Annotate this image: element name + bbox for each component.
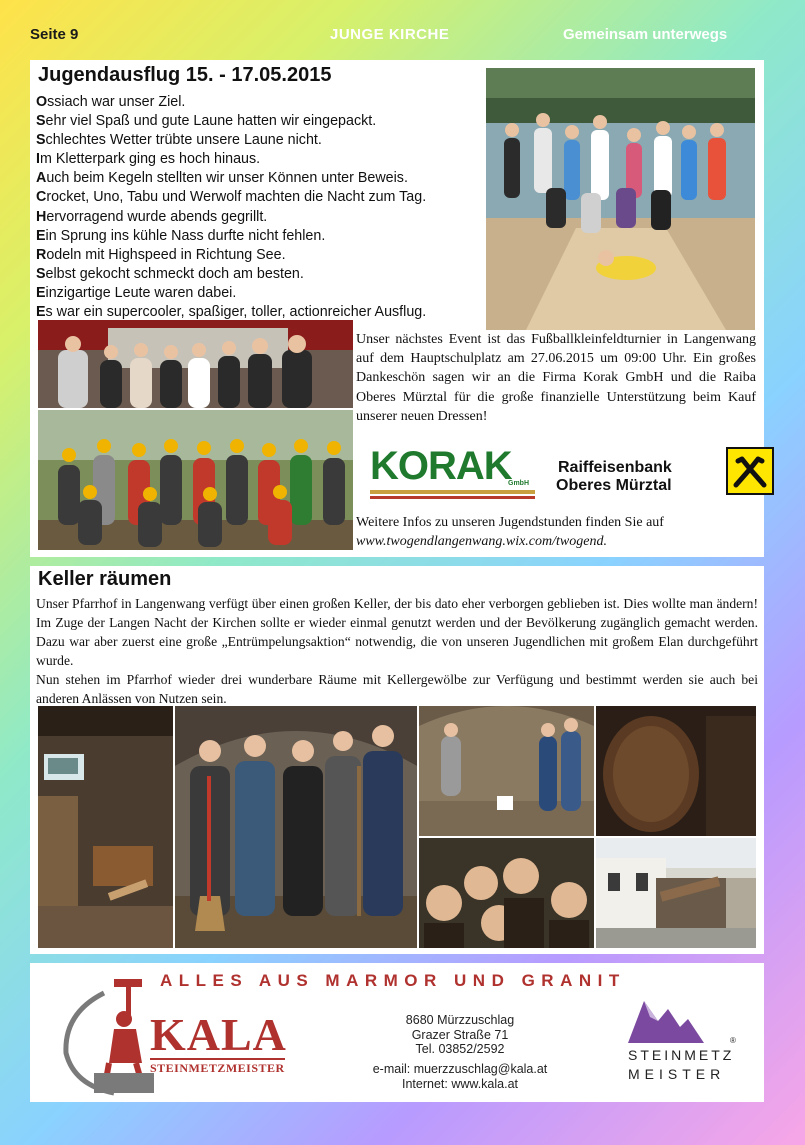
group-photo-climbing <box>38 410 353 550</box>
stonemason-figure-icon <box>54 973 164 1099</box>
cellar-photo-storage <box>38 706 173 948</box>
korak-wordmark: KORAK <box>370 444 512 488</box>
acrostic-line: Auch beim Kegeln stellten wir unser Können unter Beweis. <box>36 170 408 187</box>
phone-line: Tel. 03852/2592 <box>415 1042 505 1056</box>
ad-online <box>345 1062 575 1091</box>
cellar-panel <box>30 566 764 954</box>
info-text: Weitere Infos zu unseren Jugendstunden finden Sie auf <box>356 515 664 530</box>
kala-subtitle: STEINMETZMEISTER <box>150 1058 285 1076</box>
trip-title: Jugendausflug 15. - 17.05.2015 <box>38 64 332 86</box>
badge-line1: STEINMETZ <box>628 1047 735 1063</box>
acrostic-line: Rodeln mit Highspeed in Richtung See. <box>36 246 286 263</box>
trip-acrostic <box>36 93 426 322</box>
email-link[interactable]: e-mail: muerzzuschlag@kala.at <box>372 1062 548 1076</box>
section-tagline: Gemeinsam unterwegs <box>563 26 728 43</box>
lake-group-photo <box>486 68 755 330</box>
cellar-photo-selfie <box>419 838 594 948</box>
acrostic-line: Schlechtes Wetter trübte unsere Laune nicht. <box>36 132 322 149</box>
trip-panel <box>30 60 764 557</box>
event-announcement: Unser nächstes Event ist das Fußballkleinfeldturnier in Langenwang auf dem Hauptschulplatz am 27.06.2015 um 09:00 Uhr. Ein großes Dankeschön sagen wir an die Firma Korak GmbH und die Raiba Oberes Mürztal für die große finanzielle Unterstützung beim Kauf unserer neuen Dressen! <box>356 332 756 424</box>
cellar-photo-barrel <box>596 706 756 836</box>
acrostic-line: Ein Sprung ins kühle Nass durfte nicht fehlen. <box>36 227 326 244</box>
cellar-paragraph: Nun stehen im Pfarrhof wieder drei wunderbare Räume mit Kellergewölbe zur Verfügung und bestimmt werden sie auch bei anderen Anlässen von Nutzen sein. <box>36 672 758 706</box>
raiba-line2: Oberes Mürztal <box>556 477 672 494</box>
steinmetz-mountain-icon <box>628 991 708 1045</box>
group-photo-indoor <box>38 320 353 408</box>
korak-logo <box>368 446 538 502</box>
cellar-title: Keller räumen <box>38 568 172 590</box>
acrostic-line: Ossiach war unser Ziel. <box>36 94 186 110</box>
cellar-paragraph: Unser Pfarrhof in Langenwang verfügt über einen großen Keller, der bis dato eher verborgen geblieben ist. Dies wollte man ändern! Im Zuge der Langen Nacht der Kirchen sollte er wieder einmal genutzt werden und der Bevölkerung zugänglich gemacht werden. Dazu war aber zuerst eine große „Entrümpelungsaktion“ notwendig, die von unseren Jugendlichen mit großem Elan durchgeführt wurde. <box>36 596 758 668</box>
ad-address <box>360 1013 560 1057</box>
acrostic-line: Crocket, Uno, Tabu und Werwolf machten die Nacht zum Tag. <box>36 189 427 206</box>
address-line: Grazer Straße 71 <box>411 1027 509 1042</box>
cellar-article <box>36 594 758 708</box>
raiba-line1: Raiffeisenbank <box>558 459 672 476</box>
badge-line2: MEISTER <box>628 1066 726 1082</box>
acrostic-line: Im Kletterpark ging es hoch hinaus. <box>36 151 261 168</box>
acrostic-line: Sehr viel Spaß und gute Laune hatten wir eingepackt. <box>36 113 377 130</box>
registered-mark: ® <box>730 1036 736 1045</box>
page-number: Seite 9 <box>30 26 79 43</box>
cellar-photo-work <box>419 706 594 836</box>
cellar-photo-courtyard <box>596 838 756 948</box>
ad-slogan: ALLES AUS MARMOR UND GRANIT <box>160 971 626 990</box>
acrostic-line: Einzigartige Leute waren dabei. <box>36 284 237 301</box>
kala-advertisement <box>30 963 764 1102</box>
raiffeisen-logo <box>558 455 758 505</box>
raiffeisen-gable-icon <box>726 447 774 495</box>
acrostic-line: Hervorragend wurde abends gegrillt. <box>36 208 268 225</box>
kala-wordmark: KALA <box>150 1009 287 1060</box>
section-title: JUNGE KIRCHE <box>330 26 450 43</box>
address-line: 8680 Mürzzuschlag <box>405 1013 515 1027</box>
acrostic-line: Selbst gekocht schmeckt doch am besten. <box>36 265 304 282</box>
cellar-photo-volunteers <box>175 706 417 948</box>
korak-suffix: GmbH <box>508 480 529 487</box>
info-url-link[interactable]: www.twogendlangenwang.wix.com/twogend. <box>356 534 607 549</box>
acrostic-line: Es war ein supercooler, spaßiger, toller, actionreicher Ausflug. <box>36 304 427 321</box>
website-link[interactable]: Internet: www.kala.at <box>401 1076 519 1091</box>
